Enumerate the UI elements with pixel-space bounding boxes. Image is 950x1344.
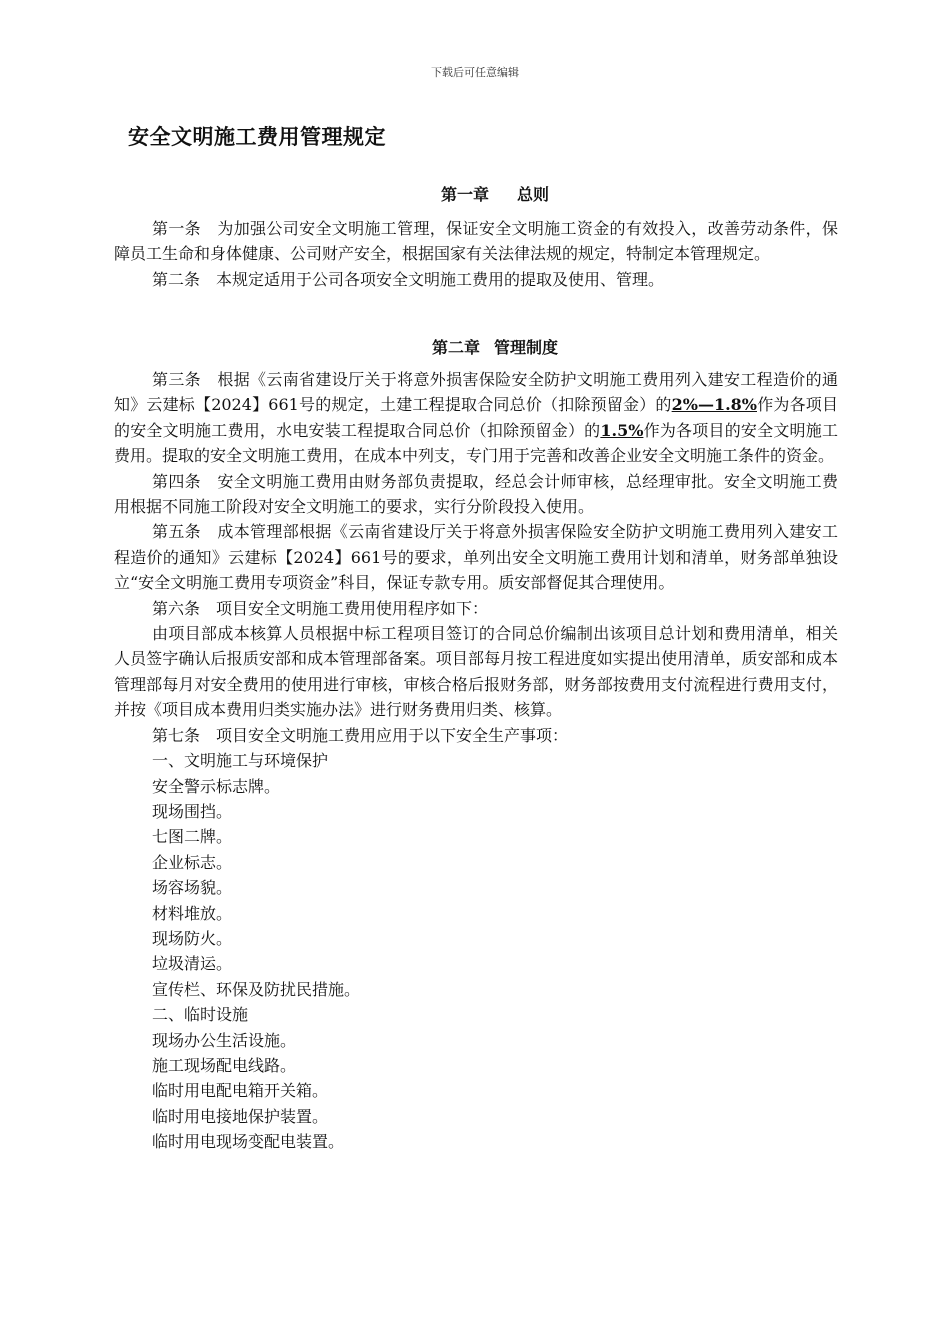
article-4: 第四条 安全文明施工费用由财务部负责提取，经总会计师审核，总经理审批。安全文明施工费用根据不同施工阶段对安全文明施工的要求，实行分阶段投入使用。: [114, 471, 838, 517]
chapter-1-heading: [0, 182, 950, 205]
chapter-2-heading: [0, 335, 950, 358]
list-item: 现场防火。: [152, 928, 233, 948]
list-item: 施工现场配电线路。: [152, 1055, 297, 1075]
chapter-1-body: [114, 216, 838, 292]
list-item: 材料堆放。: [152, 903, 233, 923]
list-item: 临时用电接地保护装置。: [152, 1106, 329, 1126]
civil-rate: 2%—1.8%: [671, 395, 757, 415]
document-title: 安全文明施工费用管理规定: [128, 124, 386, 149]
article-6: 第六条 项目安全文明施工费用使用程序如下：: [152, 598, 489, 618]
chapter-2-name: 管理制度: [494, 338, 559, 357]
list-item: 七图二牌。: [152, 827, 233, 847]
header-note: 下载后可任意编辑: [431, 66, 519, 79]
list-item: 临时用电配电箱开关箱。: [152, 1081, 329, 1101]
list-item: 现场围挡。: [152, 801, 233, 821]
article-7: 第七条 项目安全文明施工费用应用于以下安全生产事项：: [152, 725, 569, 745]
list-item: 一、文明施工与环境保护: [152, 751, 329, 771]
installation-rate: 1.5%: [600, 420, 644, 440]
chapter-2-body: [114, 367, 838, 1155]
list-item: 宣传栏、环保及防扰民措施。: [152, 979, 361, 999]
list-item: 垃圾清运。: [152, 954, 233, 974]
list-item: 现场办公生活设施。: [152, 1030, 297, 1050]
article-2: 第二条 本规定适用于公司各项安全文明施工费用的提取及使用、管理。: [152, 269, 665, 289]
article-5: 第五条 成本管理部根据《云南省建设厅关于将意外损害保险安全防护文明施工费用列入建安工程造价的通知》云建标【2024】661号的要求，单列出安全文明施工费用计划和清单，财务部单独设立“安全文明施工费用专项资金”科目，保证专款专用。质安部督促其合理使用。: [114, 522, 838, 593]
article-3: [114, 367, 838, 469]
chapter-2-number: 第二章: [431, 338, 480, 357]
list-item: 场容场貌。: [152, 878, 233, 898]
article-1: 第一条 为加强公司安全文明施工管理，保证安全文明施工资金的有效投入，改善劳动条件，保障员工生命和身体健康、公司财产安全，根据国家有关法律法规的规定，特制定本管理规定。: [114, 219, 838, 264]
list-item: 临时用电现场变配电装置。: [152, 1132, 345, 1152]
chapter-1-number: 第一章: [440, 185, 489, 204]
list-item: 二、临时设施: [152, 1005, 249, 1025]
article-7-list: [114, 748, 838, 1155]
article-6-body: 由项目部成本核算人员根据中标工程项目签订的合同总价编制出该项目总计划和费用清单，相关人员签字确认后报质安部和成本管理部备案。项目部每月按工程进度如实提出使用清单，质安部和成本管理部每月对安全费用的使用进行审核，审核合格后报财务部，财务部按费用支付流程进行费用支付，并按《项目成本费用归类实施办法》进行财务费用归类、核算。: [114, 624, 838, 720]
chapter-1-name: 总则: [517, 185, 550, 204]
article-3-text-a: 第三条 根据《云南省建设厅关于将意外损害保险安全防护文明施工费用列入建安工程造价的通知》云建标【2024】661号的规定，土建工程提取合同总价（扣除预留金）的: [114, 370, 838, 415]
list-item: 安全警示标志牌。: [152, 776, 281, 796]
list-item: 企业标志。: [152, 852, 233, 872]
article-3-text-c: 作为各项目的安全文明施工费用。提取的安全文明施工费用，在成本中列支，专门用于完善和改善企业安全文明施工条件的资金。: [114, 420, 838, 466]
article-3-text-b: 作为各项目的安全文明施工费用，水电安装工程提取合同总价（扣除预留金）的: [114, 395, 838, 440]
